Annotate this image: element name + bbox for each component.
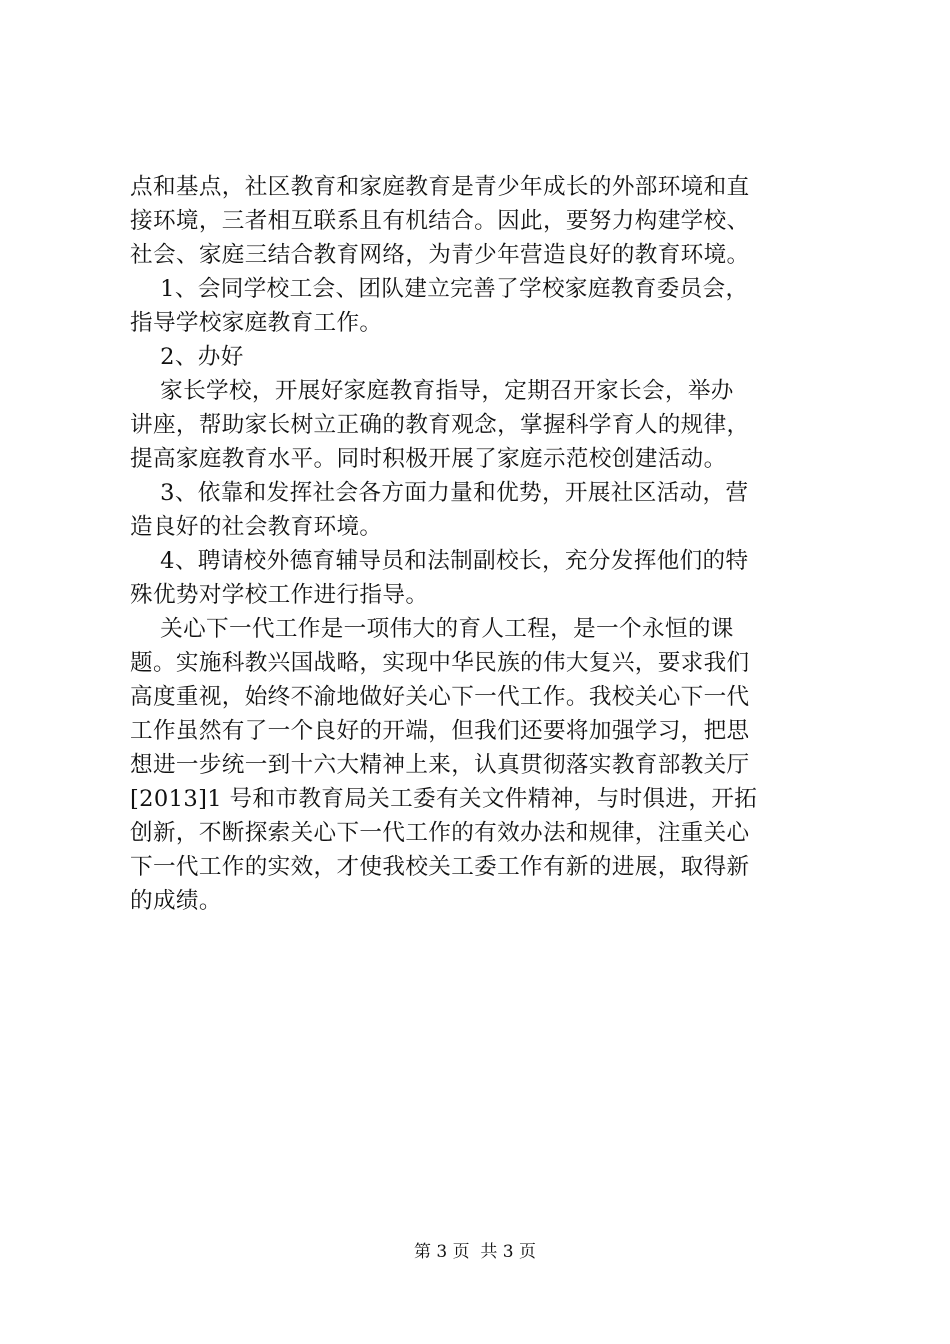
text-line: 家长学校，开展好家庭教育指导，定期召开家长会，举办 bbox=[130, 378, 734, 404]
text-line: 接环境，三者相互联系且有机结合。因此，要努力构建学校、 bbox=[130, 208, 750, 234]
text-line: 2、办好 bbox=[130, 344, 244, 370]
text-line: 殊优势对学校工作进行指导。 bbox=[130, 582, 429, 608]
text-line: 题。实施科教兴国战略，实现中华民族的伟大复兴，要求我们 bbox=[130, 650, 750, 676]
text-line: 点和基点，社区教育和家庭教育是青少年成长的外部环境和直 bbox=[130, 174, 750, 200]
text-line: 关心下一代工作是一项伟大的育人工程，是一个永恒的课 bbox=[130, 616, 734, 642]
text-line: 的成绩。 bbox=[130, 888, 222, 914]
text-line: 造良好的社会教育环境。 bbox=[130, 514, 383, 540]
document-body bbox=[130, 170, 842, 918]
text-line: 高度重视，始终不渝地做好关心下一代工作。我校关心下一代 bbox=[130, 684, 750, 710]
text-line: 4、聘请校外德育辅导员和法制副校长，充分发挥他们的特 bbox=[130, 548, 749, 574]
page-footer: 第 3 页 共 3 页 bbox=[413, 1242, 537, 1262]
text-line: 下一代工作的实效，才使我校关工委工作有新的进展，取得新 bbox=[130, 854, 750, 880]
text-line: 讲座，帮助家长树立正确的教育观念，掌握科学育人的规律， bbox=[130, 412, 750, 438]
text-line: 社会、家庭三结合教育网络，为青少年营造良好的教育环境。 bbox=[130, 242, 750, 268]
text-line: 创新，不断探索关心下一代工作的有效办法和规律，注重关心 bbox=[130, 820, 750, 846]
text-line: 3、依靠和发挥社会各方面力量和优势，开展社区活动，营 bbox=[130, 480, 749, 506]
text-line: 指导学校家庭教育工作。 bbox=[130, 310, 383, 336]
text-line: 1、会同学校工会、团队建立完善了学校家庭教育委员会， bbox=[130, 276, 749, 302]
text-line: 想进一步统一到十六大精神上来，认真贯彻落实教育部教关厅 bbox=[130, 752, 750, 778]
text-line: [2013]1 号和市教育局关工委有关文件精神，与时俱进，开拓 bbox=[130, 786, 758, 812]
text-line: 提高家庭教育水平。同时积极开展了家庭示范校创建活动。 bbox=[130, 446, 727, 472]
text-line: 工作虽然有了一个良好的开端，但我们还要将加强学习，把思 bbox=[130, 718, 750, 744]
